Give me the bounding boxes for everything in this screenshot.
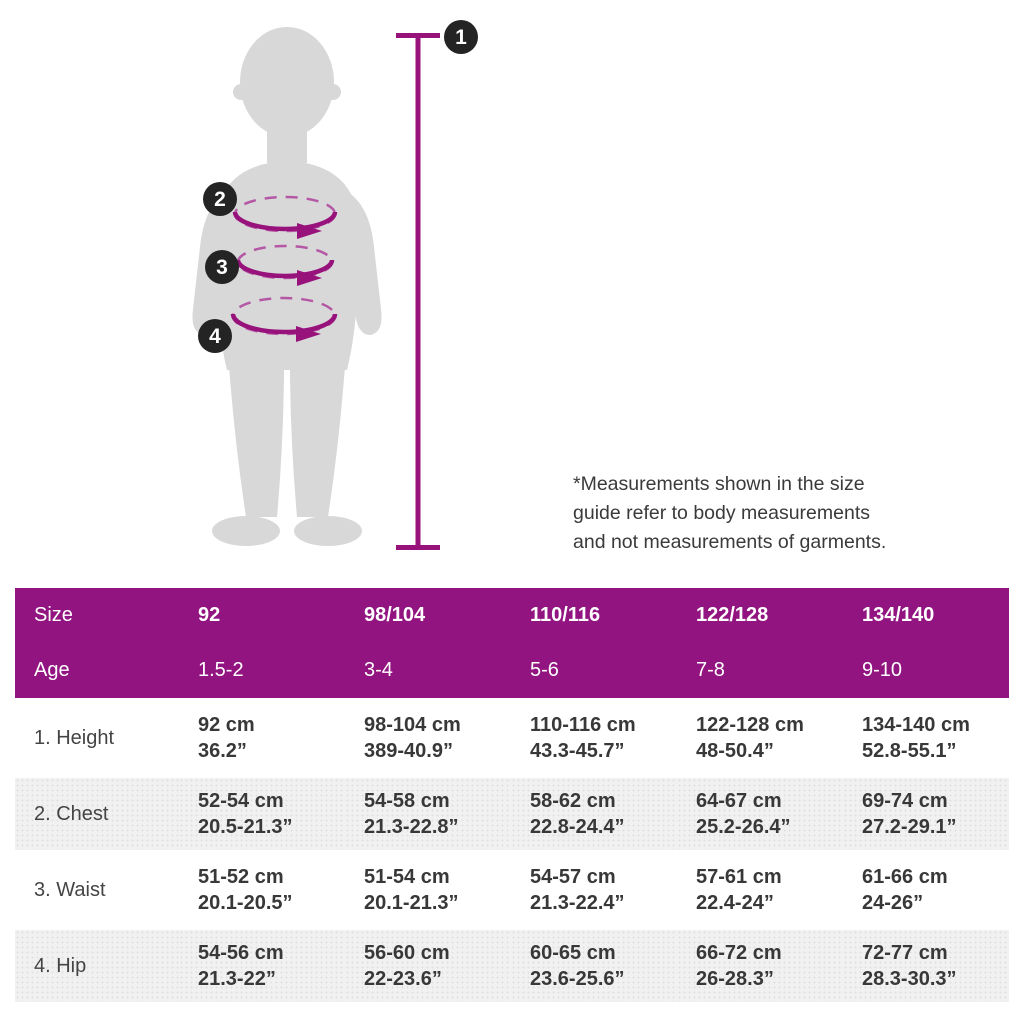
table-cell — [345, 852, 511, 928]
inch-value: 48-50.4” — [696, 740, 774, 762]
cm-value: 51-52 cm — [198, 866, 284, 888]
table-cell — [345, 776, 511, 852]
table-cell — [511, 928, 677, 1002]
cm-value: 57-61 cm — [696, 866, 782, 888]
measurement-note — [573, 470, 953, 557]
inch-value: 21.3-22.4” — [530, 892, 625, 914]
inch-value: 22.4-24” — [696, 892, 774, 914]
age-column-header: 7-8 — [677, 643, 843, 700]
age-header-row — [15, 643, 1009, 700]
size-column-header: 98/104 — [345, 588, 511, 643]
height-row — [15, 700, 1009, 776]
row-label: 2. Chest — [15, 776, 179, 852]
cm-value: 54-57 cm — [530, 866, 616, 888]
inch-value: 22.8-24.4” — [530, 816, 625, 838]
size-header-label: Size — [15, 588, 179, 643]
table-cell — [843, 776, 1009, 852]
child-silhouette-figure — [0, 0, 560, 570]
cm-value: 92 cm — [198, 714, 255, 736]
table-cell — [843, 928, 1009, 1002]
cm-value: 58-62 cm — [530, 790, 616, 812]
hip-row — [15, 928, 1009, 1002]
inch-value: 20.1-21.3” — [364, 892, 459, 914]
note-line: *Measurements shown in the size — [573, 473, 865, 495]
note-line: guide refer to body measurements — [573, 502, 870, 524]
table-header — [15, 588, 1009, 700]
cm-value: 54-58 cm — [364, 790, 450, 812]
table-cell — [179, 852, 345, 928]
row-label: 3. Waist — [15, 852, 179, 928]
inch-value: 26-28.3” — [696, 968, 774, 990]
inch-value: 25.2-26.4” — [696, 816, 791, 838]
cm-value: 69-74 cm — [862, 790, 948, 812]
inch-value: 21.3-22” — [198, 968, 276, 990]
inch-value: 28.3-30.3” — [862, 968, 957, 990]
inch-value: 22-23.6” — [364, 968, 442, 990]
size-column-header: 92 — [179, 588, 345, 643]
table-cell — [843, 852, 1009, 928]
cm-value: 61-66 cm — [862, 866, 948, 888]
cm-value: 110-116 cm — [530, 714, 636, 736]
table-cell — [677, 700, 843, 776]
cm-value: 98-104 cm — [364, 714, 461, 736]
inch-value: 36.2” — [198, 740, 247, 762]
inch-value: 389-40.9” — [364, 740, 453, 762]
row-label: 4. Hip — [15, 928, 179, 1002]
size-column-header: 110/116 — [511, 588, 677, 643]
cm-value: 60-65 cm — [530, 942, 616, 964]
cm-value: 56-60 cm — [364, 942, 450, 964]
table-cell — [345, 928, 511, 1002]
marker-3-waist: 3 — [205, 250, 239, 284]
size-column-header: 134/140 — [843, 588, 1009, 643]
table-cell — [677, 852, 843, 928]
cm-value: 66-72 cm — [696, 942, 782, 964]
table-cell — [677, 928, 843, 1002]
size-guide-table — [15, 588, 1009, 1002]
inch-value: 23.6-25.6” — [530, 968, 625, 990]
inch-value: 21.3-22.8” — [364, 816, 459, 838]
marker-2-chest: 2 — [203, 182, 237, 216]
table-cell — [511, 776, 677, 852]
marker-4-hip: 4 — [198, 319, 232, 353]
inch-value: 52.8-55.1” — [862, 740, 957, 762]
height-measure-line — [396, 33, 440, 550]
inch-value: 24-26” — [862, 892, 924, 914]
note-line: and not measurements of garments. — [573, 531, 887, 553]
table-cell — [179, 776, 345, 852]
size-column-header: 122/128 — [677, 588, 843, 643]
row-label: 1. Height — [15, 700, 179, 776]
age-column-header: 9-10 — [843, 643, 1009, 700]
table-cell — [179, 700, 345, 776]
chest-row — [15, 776, 1009, 852]
marker-1-height: 1 — [444, 20, 478, 54]
inch-value: 27.2-29.1” — [862, 816, 957, 838]
inch-value: 20.1-20.5” — [198, 892, 293, 914]
cm-value: 51-54 cm — [364, 866, 450, 888]
table-cell — [345, 700, 511, 776]
child-body-silhouette — [192, 27, 381, 546]
age-column-header: 5-6 — [511, 643, 677, 700]
cm-value: 134-140 cm — [862, 714, 970, 736]
table-cell — [677, 776, 843, 852]
table-cell — [179, 928, 345, 1002]
age-header-label: Age — [15, 643, 179, 700]
table-cell — [511, 700, 677, 776]
cm-value: 64-67 cm — [696, 790, 782, 812]
cm-value: 52-54 cm — [198, 790, 284, 812]
inch-value: 43.3-45.7” — [530, 740, 625, 762]
inch-value: 20.5-21.3” — [198, 816, 293, 838]
age-column-header: 3-4 — [345, 643, 511, 700]
size-header-row — [15, 588, 1009, 643]
table-cell — [511, 852, 677, 928]
table-cell — [843, 700, 1009, 776]
cm-value: 122-128 cm — [696, 714, 804, 736]
age-column-header: 1.5-2 — [179, 643, 345, 700]
waist-row — [15, 852, 1009, 928]
cm-value: 72-77 cm — [862, 942, 948, 964]
cm-value: 54-56 cm — [198, 942, 284, 964]
